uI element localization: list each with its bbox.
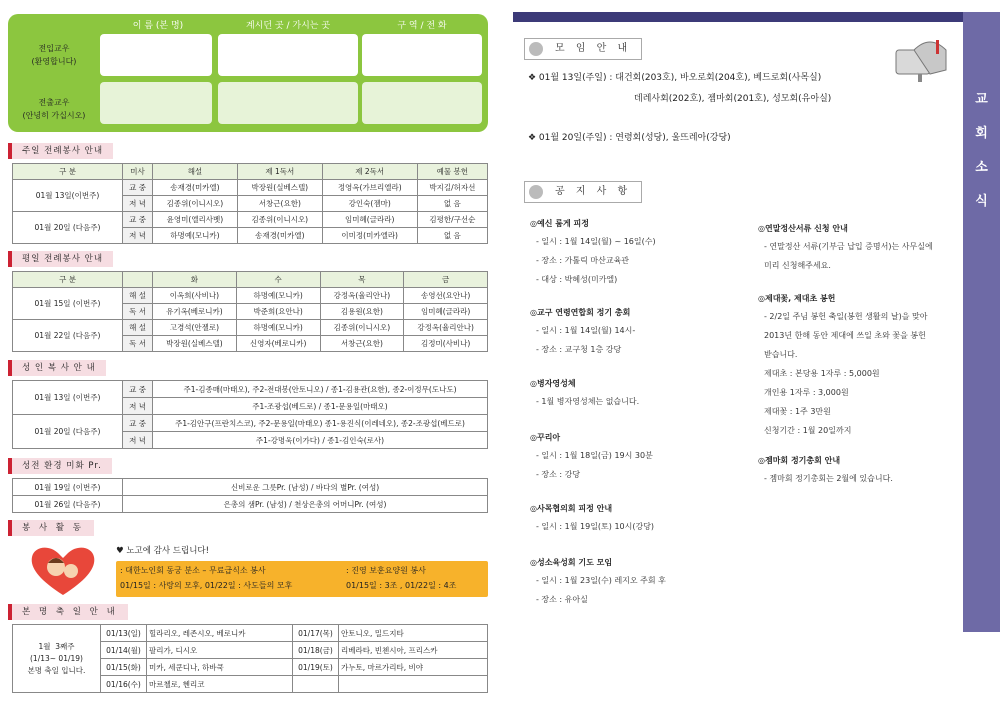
table-cell: 강정옥(율리안나) <box>404 320 488 336</box>
table-cell: 유기옥(베로니카) <box>153 304 237 320</box>
names-cell: 가누토, 마르가리타, 비야 <box>339 659 488 676</box>
sunday-tab: 주일 전례봉사 안내 <box>8 143 113 159</box>
notice-line: 제대꽃 : 1주 3만원 <box>764 407 831 416</box>
meetings-title: 모 임 안 내 <box>555 43 632 54</box>
weekday-table <box>12 271 488 352</box>
header-place: 계시던 곳 / 가시는 곳 <box>245 21 331 31</box>
out-place-cell[interactable] <box>218 82 358 124</box>
date-cell: 01월 13일(이번주) <box>13 180 123 212</box>
notice-line: - 대상 : 박혜성(미카엘) <box>536 275 618 284</box>
table-cell: 김종위(이니시오) <box>237 212 322 228</box>
date-cell: 01/15(화) <box>101 659 147 676</box>
in-district-cell[interactable] <box>362 34 482 76</box>
table-cell: 강정옥(율리안나) <box>320 288 404 304</box>
sunday-table <box>12 163 488 244</box>
notices-heading <box>524 181 642 203</box>
transfer-out-label: 전출교우 (안녕히 가십시오) <box>22 98 86 120</box>
notices-title: 공 지 사 항 <box>555 186 632 197</box>
table-cell: 박지길/허자선 <box>417 180 487 196</box>
notice-line: 개인용 1자루 : 3,000원 <box>764 388 849 397</box>
top-bar <box>513 12 963 22</box>
names-cell: 리베라타, 빈첸시아, 프리스카 <box>339 642 488 659</box>
notice-line: - 1월 병자영성체는 없습니다. <box>536 397 640 406</box>
role-cell: 해 설 <box>123 288 153 304</box>
transfer-in-label: 전입교우 (환영합니다) <box>31 44 77 66</box>
table-cell: 하명예(모니카) <box>236 320 320 336</box>
col-header: 화 <box>153 272 237 288</box>
left-page <box>0 0 492 705</box>
date-cell: 01월 13일 (이번주) <box>13 381 123 415</box>
service-tab: 봉 사 활 동 <box>8 520 94 536</box>
altar-tab: 성 인 복 사 안 내 <box>8 360 106 376</box>
side-title-char: 식 <box>975 194 988 209</box>
col-header: 구 분 <box>13 272 123 288</box>
video-tab: 성전 환경 미화 Pr. <box>8 458 112 474</box>
date-cell: 01월 15일 (이번주) <box>13 288 123 320</box>
role-cell: 해 설 <box>123 320 153 336</box>
table-cell: 김종위(이니시오) <box>153 196 238 212</box>
notice-line: 제대초 : 본당용 1자루 : 5,000원 <box>764 369 880 378</box>
notice-title: ◎사목협의회 피정 안내 <box>530 504 613 513</box>
feast-table <box>12 624 488 693</box>
table-cell: 김정미(사비나) <box>404 336 488 352</box>
header-district: 구 역 / 전 화 <box>397 21 447 31</box>
col-header: 미사 <box>123 164 153 180</box>
notice-title: ◎젬마회 정기총회 안내 <box>758 456 841 465</box>
side-title-char: 교 <box>975 92 988 107</box>
notice-title: ◎연말정산서류 신청 안내 <box>758 224 848 233</box>
table-cell: 송재경(미카엘) <box>237 228 322 244</box>
in-place-cell[interactable] <box>218 34 358 76</box>
notice-title: ◎꾸리아 <box>530 433 561 442</box>
service-a-title: : 대한노인회 동궁 분소 – 무료급식소 봉사 <box>120 566 266 575</box>
service-detail <box>116 561 488 597</box>
right-page <box>500 0 1000 705</box>
person-icon <box>529 42 543 56</box>
notice-title: ◎예신 룸게 피정 <box>530 219 589 228</box>
service-box <box>8 541 488 598</box>
table-cell: 주1-김안구(프란치스코), 주2-문용일(마태오) 종1-용진식(이레네오), 종2-조광섭(베드로) <box>153 415 488 432</box>
date-cell: 01/17(목) <box>293 625 339 642</box>
meeting-line-3: ❖ 01월 20일(주일) : 연령회(성당), 울뜨레아(강당) <box>528 133 731 143</box>
table-cell: 은총의 샘Pr. (남성) / 천상은총의 어머니Pr. (여성) <box>123 496 488 513</box>
notice-line: - 일시 : 1월 18일(금) 19시 30분 <box>536 451 653 460</box>
in-name-cell[interactable] <box>100 34 212 76</box>
service-b-title: : 진영 보훈요양원 봉사 <box>346 566 426 575</box>
table-cell: 임미혜(글라라) <box>322 212 417 228</box>
service-b-dates: 01/15일 : 3조 , 01/22일 : 4조 <box>346 581 457 590</box>
table-cell: 박장원(실베스텔) <box>237 180 322 196</box>
table-cell: 하명예(모니카) <box>153 228 238 244</box>
table-cell: 신비로운 그릇Pr. (남성) / 바다의 별Pr. (여성) <box>123 479 488 496</box>
table-cell: 주1-강명욱(이가다) / 종1-김인숙(로사) <box>153 432 488 449</box>
out-district-cell[interactable] <box>362 82 482 124</box>
table-cell: 없 음 <box>417 196 487 212</box>
date-cell: 01/13(일) <box>101 625 147 642</box>
table-cell: 박장원(실베스텔) <box>153 336 237 352</box>
names-cell: 힐라리오, 레존시오, 베로니카 <box>147 625 293 642</box>
col-header: 제 2독서 <box>322 164 417 180</box>
mass-cell: 교 중 <box>123 180 153 196</box>
notice-line: - 2/2일 주님 봉헌 축일(봉헌 생활의 날)을 맞아 <box>764 312 928 321</box>
date-cell: 01/14(월) <box>101 642 147 659</box>
role-cell: 독 서 <box>123 336 153 352</box>
mass-cell: 저 녁 <box>123 398 153 415</box>
newcomer-box <box>8 14 488 132</box>
notice-line: - 장소 : 강당 <box>536 470 581 479</box>
meeting-line-1: ❖ 01월 13일(주일) : 대건회(203호), 바오로회(204호), 베드로회(사목실) <box>528 73 822 83</box>
col-header: 제 1독서 <box>237 164 322 180</box>
table-cell: 서창근(요한) <box>237 196 322 212</box>
notice-line: - 일시 : 1월 23일(수) 레지오 주회 후 <box>536 576 666 585</box>
notice-line: - 장소 : 가톨릭 마산교육관 <box>536 256 630 265</box>
names-cell: 마르첼로, 헨리코 <box>147 676 293 693</box>
date-cell <box>293 676 339 693</box>
date-cell: 01/18(금) <box>293 642 339 659</box>
notice-title: ◎병자영성체 <box>530 379 576 388</box>
col-header: 금 <box>404 272 488 288</box>
date-cell: 01월 20일 (다음주) <box>13 212 123 244</box>
table-cell: 주1-김종매(마태오), 주2-전대봉(안토니오) / 종1-김용관(요한), 종2-이정무(도나도) <box>153 381 488 398</box>
table-cell: 이옥희(사비나) <box>153 288 237 304</box>
table-cell: 정영옥(가브리엘라) <box>322 180 417 196</box>
table-cell: 신영자(베로니카) <box>236 336 320 352</box>
notice-line: 신청기간 : 1월 20일까지 <box>764 426 852 435</box>
out-name-cell[interactable] <box>100 82 212 124</box>
col-header: 목 <box>320 272 404 288</box>
mass-cell: 교 중 <box>123 381 153 398</box>
notice-line: - 젬마회 정기총회는 2월에 있습니다. <box>764 474 893 483</box>
heart-illustration-icon <box>28 545 98 597</box>
names-cell <box>339 676 488 693</box>
side-bar <box>963 12 1000 632</box>
notice-line: - 연말정산 서류(기부금 납입 증명서)는 사무실에 <box>764 242 933 251</box>
table-cell: 김용원(요한) <box>320 304 404 320</box>
table-cell: 주1-조광섭(베드로) / 종1-문용일(마태오) <box>153 398 488 415</box>
date-cell: 01월 20일 (다음주) <box>13 415 123 449</box>
names-cell: 팔리가, 디시오 <box>147 642 293 659</box>
table-cell: 고경석(안젤로) <box>153 320 237 336</box>
table-cell: 송재경(미카엘) <box>153 180 238 196</box>
notice-line: - 장소 : 유아실 <box>536 595 588 604</box>
notice-line: - 일시 : 1월 14일(월) 14시- <box>536 326 636 335</box>
side-title-char: 회 <box>975 126 988 141</box>
mass-cell: 교 중 <box>123 212 153 228</box>
table-cell: 윤영미(엘리사벳) <box>153 212 238 228</box>
notice-line: 미리 신청해주세요. <box>764 261 831 270</box>
beautify-table <box>12 478 488 513</box>
table-cell: 송영선(요안나) <box>404 288 488 304</box>
mass-cell: 저 녁 <box>123 228 153 244</box>
weekday-tab: 평일 전례봉사 안내 <box>8 251 113 267</box>
notice-title: ◎제대꽃, 제대초 봉헌 <box>758 294 836 303</box>
role-cell: 독 서 <box>123 304 153 320</box>
table-cell: 김평한/구선순 <box>417 212 487 228</box>
meeting-line-2: 데레사회(202호), 젬마회(201호), 성모회(유아실) <box>634 94 832 104</box>
col-header: 수 <box>236 272 320 288</box>
notice-line: - 장소 : 교구청 1층 강당 <box>536 345 622 354</box>
feast-tab: 본 명 축 일 안 내 <box>8 604 128 620</box>
table-cell: 강인숙(젬마) <box>322 196 417 212</box>
date-cell: 01월 26일 (다음주) <box>13 496 123 513</box>
service-a-dates: 01/15일 : 사랑의 모후, 01/22일 : 사도들의 모후 <box>120 581 293 590</box>
thanks-text: ♥ 노고에 감사 드립니다! <box>116 546 210 556</box>
date-cell: 01/19(토) <box>293 659 339 676</box>
notice-line: 2013년 한해 동안 제대에 쓰일 초와 꽃을 봉헌 <box>764 331 926 340</box>
col-header <box>123 272 153 288</box>
table-cell: 없 음 <box>417 228 487 244</box>
date-cell: 01/16(수) <box>101 676 147 693</box>
notice-title: ◎성소육성회 기도 모임 <box>530 558 613 567</box>
date-cell: 01월 22일 (다음주) <box>13 320 123 352</box>
mailbox-icon <box>890 30 952 82</box>
mass-cell: 저 녁 <box>123 196 153 212</box>
names-cell: 미카, 세쿤디나, 하바쿡 <box>147 659 293 676</box>
header-name: 이 름 (본 명) <box>132 21 184 31</box>
mass-cell: 저 녁 <box>123 432 153 449</box>
week-cell: 1월 3째주 (1/13~ 01/19) 본명 축일 입니다. <box>13 625 101 693</box>
table-cell: 이미정(미카엘라) <box>322 228 417 244</box>
date-cell: 01월 19일 (이번주) <box>13 479 123 496</box>
table-cell: 하명예(모니카) <box>236 288 320 304</box>
meetings-heading <box>524 38 642 60</box>
col-header: 예물 봉헌 <box>417 164 487 180</box>
col-header: 해설 <box>153 164 238 180</box>
person-icon <box>529 185 543 199</box>
notice-line: 받습니다. <box>764 350 798 359</box>
mass-cell: 교 중 <box>123 415 153 432</box>
col-header: 구 분 <box>13 164 123 180</box>
table-cell: 김종위(이니시오) <box>320 320 404 336</box>
names-cell: 안토니오, 밀드지타 <box>339 625 488 642</box>
table-cell: 박준희(요안나) <box>236 304 320 320</box>
notice-title: ◎교구 연령연합회 정기 총회 <box>530 308 631 317</box>
notice-line: - 일시 : 1월 19일(토) 10시(강당) <box>536 522 655 531</box>
table-cell: 임미혜(글라라) <box>404 304 488 320</box>
side-title-char: 소 <box>975 160 988 175</box>
notice-line: - 일시 : 1월 14일(월) ~ 16일(수) <box>536 237 656 246</box>
altar-table <box>12 380 488 449</box>
table-cell: 서창근(요한) <box>320 336 404 352</box>
